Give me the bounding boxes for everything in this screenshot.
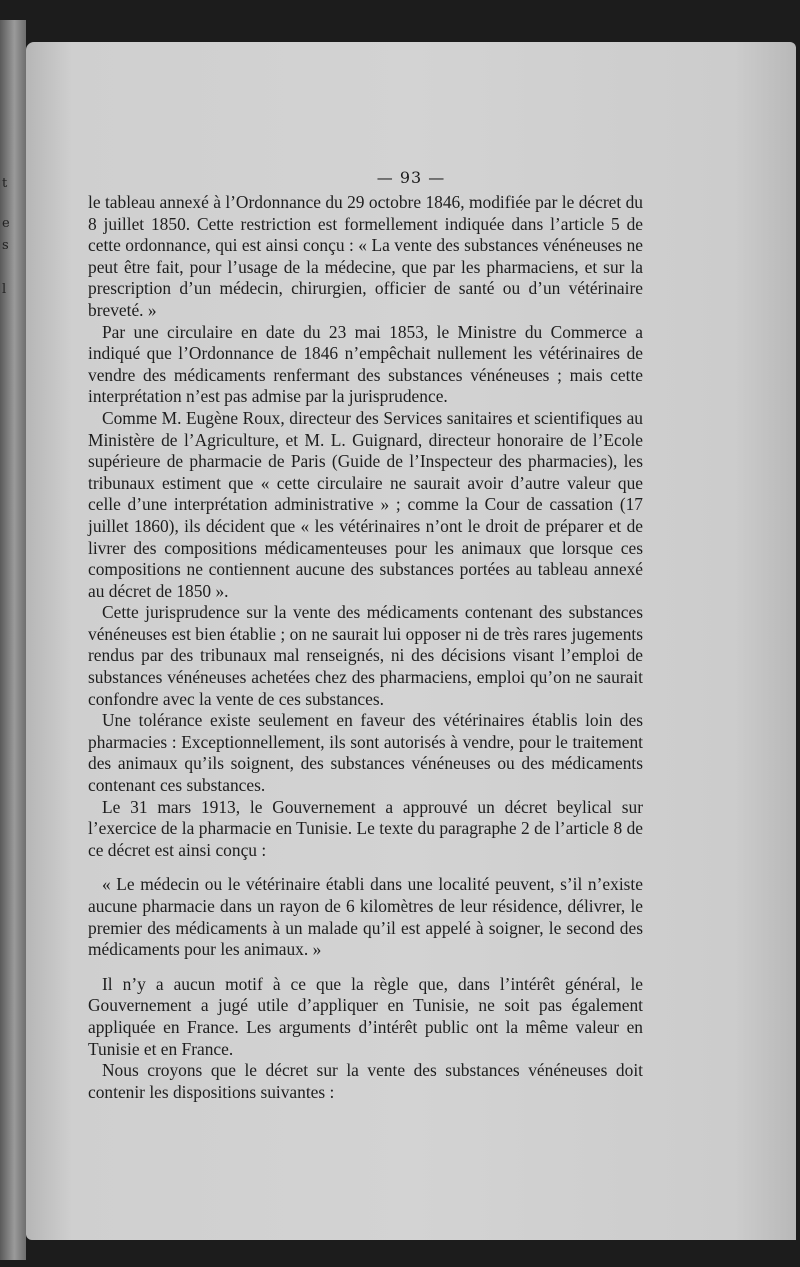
edge-char: l [2, 282, 7, 297]
paragraph: Il n’y a aucun motif à ce que la règle que, dans l’intérêt général, le Gouvernement a jugé utile d’appliquer en Tunisie, ne soit pas également appliquée en France. Les arguments d’intérêt public ont la même valeur en Tunisie et en France. [88, 973, 643, 1059]
paragraph: Par une circulaire en date du 23 mai 1853, le Ministre du Commerce a indiqué que l’Ordonnance de 1846 n’empêchait nullement les vétérinaires de vendre des médicaments renfermant des substances vénéneuses ; mais cette interprétation n’est pas admise par la jurisprudence. [88, 321, 643, 407]
edge-char: s [2, 238, 9, 253]
edge-char: t [2, 176, 8, 191]
page-number: — 93 — [376, 168, 446, 187]
body-text [88, 192, 643, 1103]
paragraph: Cette jurisprudence sur la vente des médicaments contenant des substances vénéneuses est bien établie ; on ne saurait lui opposer ni de très rares jugements rendus par des tribunaux mal renseignés, ni des décisions visant l’emploi de substances vénéneuses achetées chez des pharmaciens, emploi qu’on ne saurait confondre avec la vente de ces substances. [88, 602, 643, 709]
paragraph: Comme M. Eugène Roux, directeur des Services sanitaires et scientifiques au Ministère de l’Agriculture, et M. L. Guignard, directeur honoraire de l’Ecole supérieure de pharmacie de Paris (Guide de l’Inspecteur des pharmacies), les tribunaux estiment que « cette circulaire ne saurait avoir d’autre valeur que celle d’une interprétation administrative » ; comme la Cour de cassation (17 juillet 1860), ils décident que « les vétérinaires n’ont le droit de préparer et de livrer des compositions médicamenteuses pour les animaux que lorsque ces compositions ne contiennent aucune des substances portées au tableau annexé au décret de 1850 ». [88, 407, 643, 601]
paragraph: le tableau annexé à l’Ordonnance du 29 octobre 1846, modifiée par le décret du 8 juillet 1850. Cette restriction est formellement indiquée dans l’article 5 de cette ordonnance, qui est ainsi conçu : « La vente des substances vénéneuses ne peut être fait, pour l’usage de la médecine, que par les pharmaciens, et sur la prescription d’un médecin, chirurgien, officier de santé ou d’un vétérinaire breveté. » [88, 192, 643, 320]
paragraph: Une tolérance existe seulement en faveur des vétérinaires établis loin des pharmacies : Exceptionnellement, ils sont autorisés à vendre, pour le traitement des animaux qu’ils soignent, des substances vénéneuses ou des médicaments contenant ces substances. [88, 710, 643, 796]
paragraph: Le 31 mars 1913, le Gouvernement a approuvé un décret beylical sur l’exercice de la pharmacie en Tunisie. Le texte du paragraphe 2 de l’article 8 de ce décret est ainsi conçu : [88, 796, 643, 860]
previous-page-edge [0, 20, 26, 1260]
paragraph: Nous croyons que le décret sur la vente des substances vénéneuses doit contenir les dispositions suivantes : [88, 1060, 643, 1102]
quoted-decree-text: « Le médecin ou le vétérinaire établi dans une localité peuvent, s’il n’existe aucune pharmacie dans un rayon de 6 kilomètres de leur résidence, délivrer, le premier des médicaments à un malade qu’il est appelé à soigner, le second des médicaments pour les animaux. » [88, 874, 643, 960]
book-page [26, 42, 796, 1240]
edge-char: e [2, 216, 10, 231]
